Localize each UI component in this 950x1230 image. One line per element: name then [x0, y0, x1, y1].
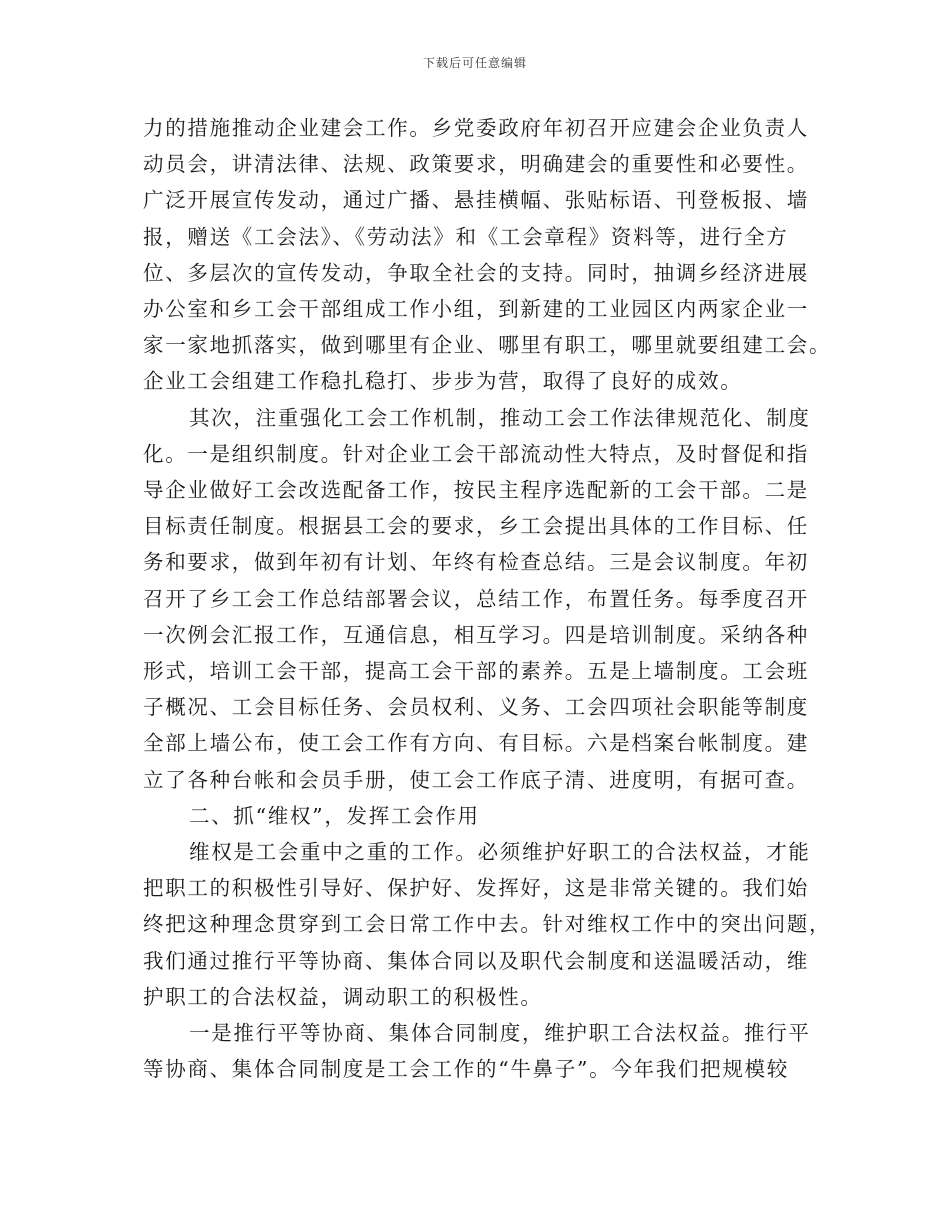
text-line: 化。一是组织制度。针对企业工会干部流动性大特点，及时督促和指	[143, 441, 809, 466]
paragraph	[143, 110, 832, 400]
text-line: 子概况、工会目标任务、会员权利、义务、工会四项社会职能等制度	[143, 695, 809, 720]
document-body	[143, 110, 832, 1087]
text-line: 维权是工会重中之重的工作。必须维护好职工的合法权益，才能	[189, 840, 811, 865]
text-line: 召开了乡工会工作总结部署会议，总结工作，布置任务。每季度召开	[143, 586, 809, 611]
text-line: 护职工的合法权益，调动职工的积极性。	[143, 984, 543, 1009]
text-line: 一次例会汇报工作，互通信息，相互学习。四是培训制度。采纳各种	[143, 622, 809, 647]
text-line: 其次，注重强化工会工作机制，推动工会工作法律规范化、制度	[189, 405, 811, 430]
text-line: 报，赠送《工会法》、《劳动法》和《工会章程》资料等，进行全方	[143, 224, 789, 249]
text-line: 等协商、集体合同制度是工会工作的“牛鼻子”。今年我们把规模较	[143, 1057, 789, 1082]
text-line: 我们通过推行平等协商、集体合同以及职代会制度和送温暖活动，维	[143, 948, 809, 973]
text-line: 动员会，讲清法律、法规、政策要求，明确建会的重要性和必要性。	[143, 152, 809, 177]
text-line: 二、抓“维权”，发挥工会作用	[189, 803, 480, 828]
text-line: 家一家地抓落实，做到哪里有企业、哪里有职工，哪里就要组建工会。	[143, 333, 832, 358]
text-line: 形式，培训工会干部，提高工会干部的素养。五是上墙制度。工会班	[143, 659, 809, 684]
paragraph	[143, 1015, 811, 1087]
text-line: 导企业做好工会改选配备工作，按民主程序选配新的工会干部。二是	[143, 478, 809, 503]
paragraph	[143, 798, 803, 834]
text-line: 企业工会组建工作稳扎稳打、步步为营，取得了良好的成效。	[143, 369, 743, 394]
page-header: 下载后可任意编辑	[422, 56, 527, 70]
text-line: 一是推行平等协商、集体合同制度，维护职工合法权益。推行平	[189, 1021, 811, 1046]
text-line: 目标责任制度。根据县工会的要求，乡工会提出具体的工作目标、任	[143, 514, 809, 539]
text-line: 全部上墙公布，使工会工作有方向、有目标。六是档案台帐制度。建	[143, 731, 809, 756]
text-line: 力的措施推动企业建会工作。乡党委政府年初召开应建会企业负责人	[143, 116, 809, 140]
text-line: 把职工的积极性引导好、保护好、发挥好，这是非常关键的。我们始	[143, 876, 809, 901]
text-line: 位、多层次的宣传发动，争取全社会的支持。同时，抽调乡经济进展	[143, 260, 809, 285]
text-line: 广泛开展宣传发动，通过广播、悬挂横幅、张贴标语、刊登板报、墙	[143, 188, 809, 213]
text-line: 终把这种理念贯穿到工会日常工作中去。针对维权工作中的突出问题，	[143, 912, 832, 937]
paragraph	[143, 400, 811, 798]
text-line: 办公室和乡工会干部组成工作小组，到新建的工业园区内两家企业一	[143, 297, 809, 322]
text-line: 立了各种台帐和会员手册，使工会工作底子清、进度明，有据可查。	[143, 767, 809, 792]
text-line: 务和要求，做到年初有计划、年终有检查总结。三是会议制度。年初	[143, 550, 809, 575]
paragraph	[143, 834, 832, 1015]
